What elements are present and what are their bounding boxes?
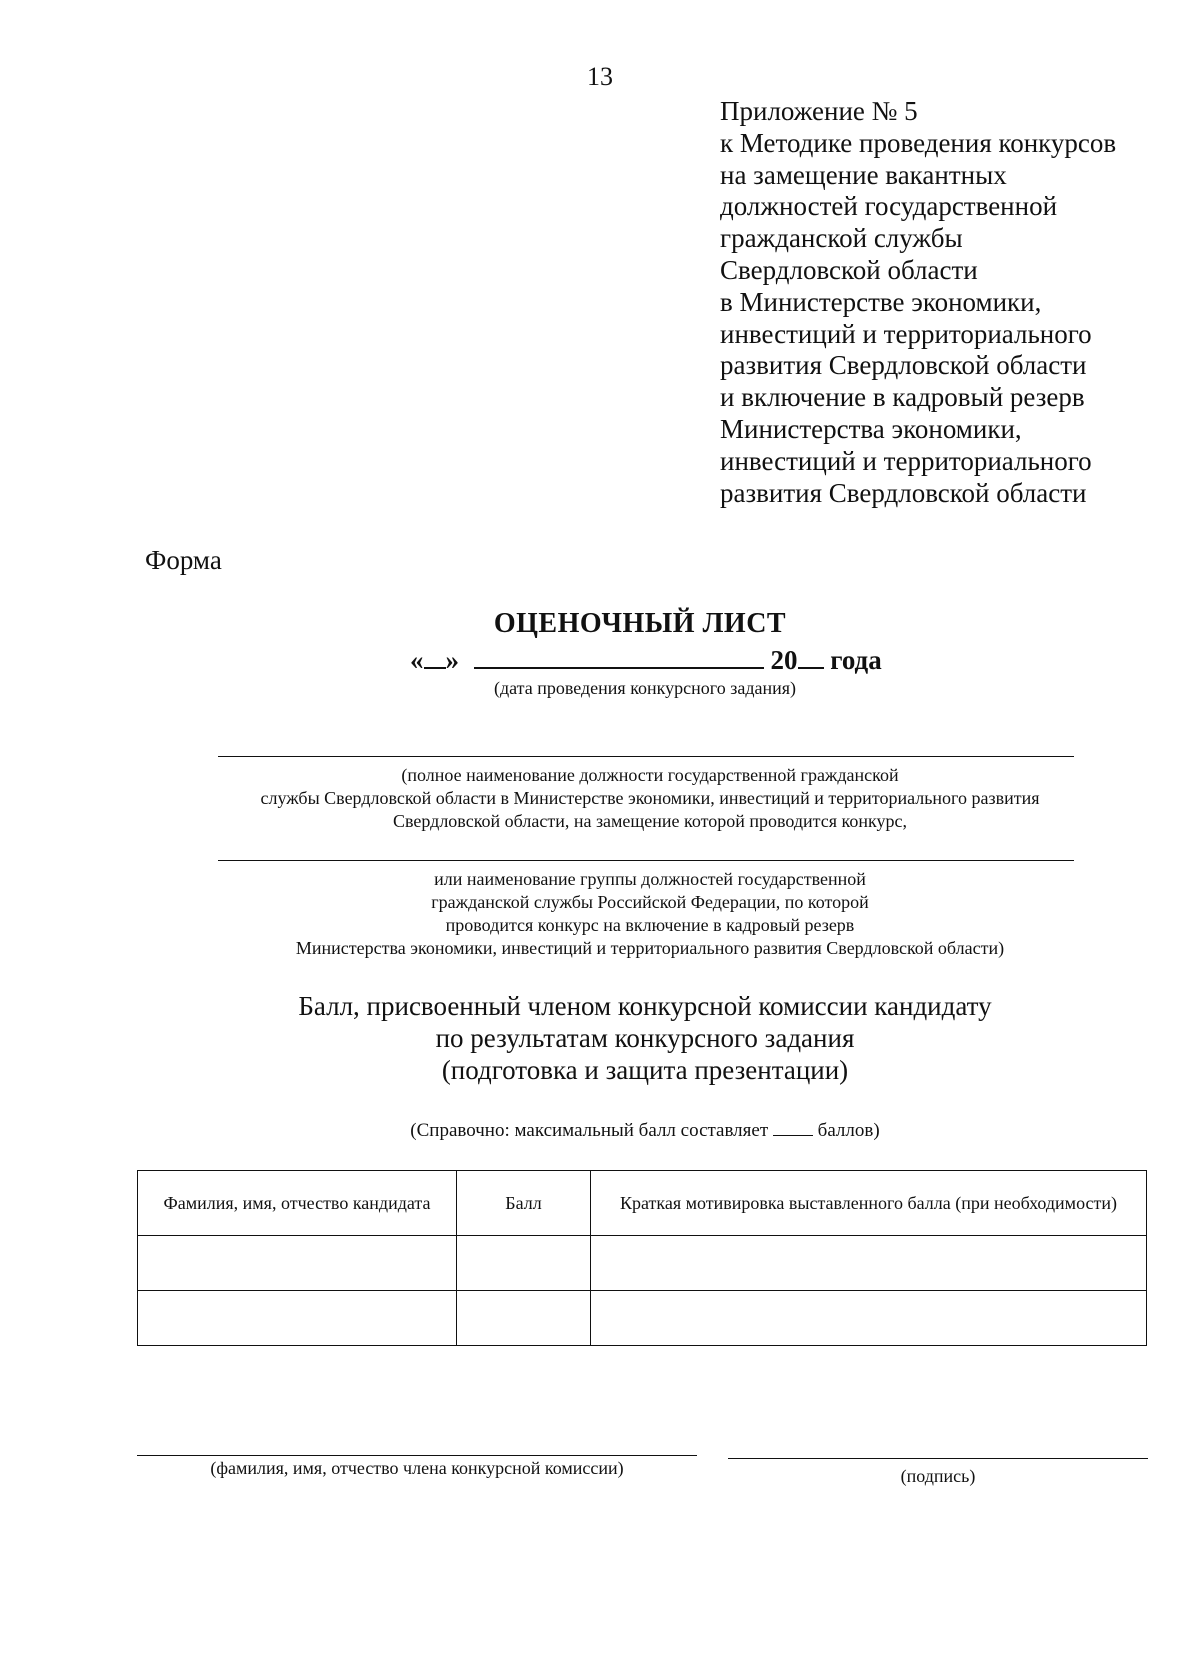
appendix-line: инвестиций и территориального <box>720 318 1092 349</box>
appendix-line: и включение в кадровый резерв <box>720 382 1085 413</box>
caption-line: Свердловской области, на замещение которой проводится конкурс, <box>393 811 907 831</box>
member-name-caption: (фамилия, имя, отчество члена конкурсной комиссии) <box>210 1458 624 1478</box>
caption-line: (полное наименование должности государственной гражданской <box>401 765 899 785</box>
heading-line: по результатам конкурсного задания <box>435 1023 855 1053</box>
candidate-name-cell[interactable] <box>138 1291 457 1346</box>
date-line <box>410 645 882 676</box>
appendix-line: должностей государственной <box>720 191 1058 222</box>
appendix-line: гражданской службы <box>720 223 963 254</box>
max-score-reference <box>0 1120 1200 1142</box>
date-caption: (дата проведения конкурсного задания) <box>493 678 797 698</box>
caption-line: гражданской службы Российской Федерации, по которой <box>431 892 869 912</box>
position-caption <box>200 764 1100 833</box>
reference-text: (Справочно: максимальный балл составляет <box>410 1120 769 1141</box>
appendix-line: Министерства экономики, <box>720 413 1022 444</box>
motivation-cell[interactable] <box>591 1236 1147 1291</box>
document-title: ОЦЕНОЧНЫЙ ЛИСТ <box>493 608 787 639</box>
appendix-line: на замещение вакантных <box>720 159 1007 190</box>
table-header-row <box>138 1171 1147 1236</box>
page-number: 13 <box>587 62 613 91</box>
score-cell[interactable] <box>457 1291 591 1346</box>
caption-line: или наименование группы должностей государственной <box>434 869 866 889</box>
table-row <box>138 1236 1147 1291</box>
appendix-line: Приложение № 5 <box>720 96 918 126</box>
member-name-line[interactable] <box>137 1455 697 1456</box>
max-score-blank[interactable] <box>773 1121 813 1136</box>
appendix-line: Свердловской области <box>720 254 978 285</box>
score-table <box>137 1170 1147 1346</box>
date-close-quote: » <box>445 645 459 675</box>
candidate-name-cell[interactable] <box>138 1236 457 1291</box>
position-name-line[interactable] <box>218 756 1074 757</box>
header-candidate-name: Фамилия, имя, отчество кандидата <box>138 1171 457 1236</box>
year-blank[interactable] <box>798 645 824 669</box>
year-suffix: года <box>830 645 882 675</box>
appendix-line: инвестиций и территориального <box>720 445 1092 476</box>
signature-caption: (подпись) <box>900 1466 976 1486</box>
appendix-line: к Методике проведения конкурсов <box>720 127 1117 158</box>
motivation-cell[interactable] <box>591 1291 1147 1346</box>
appendix-line: развития Свердловской области <box>720 350 1087 381</box>
score-heading <box>0 990 1200 1086</box>
group-name-line[interactable] <box>218 860 1074 861</box>
caption-line: службы Свердловской области в Министерстве экономики, инвестиций и территориального развития <box>260 788 1040 808</box>
year-prefix: 20 <box>770 645 798 675</box>
appendix-block <box>720 96 1180 509</box>
reference-text: баллов) <box>817 1120 880 1141</box>
caption-line: проводится конкурс на включение в кадровый резерв <box>445 915 855 935</box>
date-open-quote: « <box>410 645 424 675</box>
group-caption <box>200 868 1100 960</box>
header-motivation: Краткая мотивировка выставленного балла (при необходимости) <box>591 1171 1147 1236</box>
header-score: Балл <box>457 1171 591 1236</box>
form-label: Форма <box>145 545 222 575</box>
appendix-line: развития Свердловской области <box>720 477 1087 508</box>
day-blank[interactable] <box>424 645 446 669</box>
heading-line: Балл, присвоенный членом конкурсной комиссии кандидату <box>298 991 992 1021</box>
score-cell[interactable] <box>457 1236 591 1291</box>
appendix-line: в Министерстве экономики, <box>720 286 1042 317</box>
heading-line: (подготовка и защита презентации) <box>441 1055 849 1085</box>
signature-line[interactable] <box>728 1458 1148 1459</box>
caption-line: Министерства экономики, инвестиций и территориального развития Свердловской области) <box>295 938 1005 958</box>
month-blank[interactable] <box>474 645 764 669</box>
table-row <box>138 1291 1147 1346</box>
